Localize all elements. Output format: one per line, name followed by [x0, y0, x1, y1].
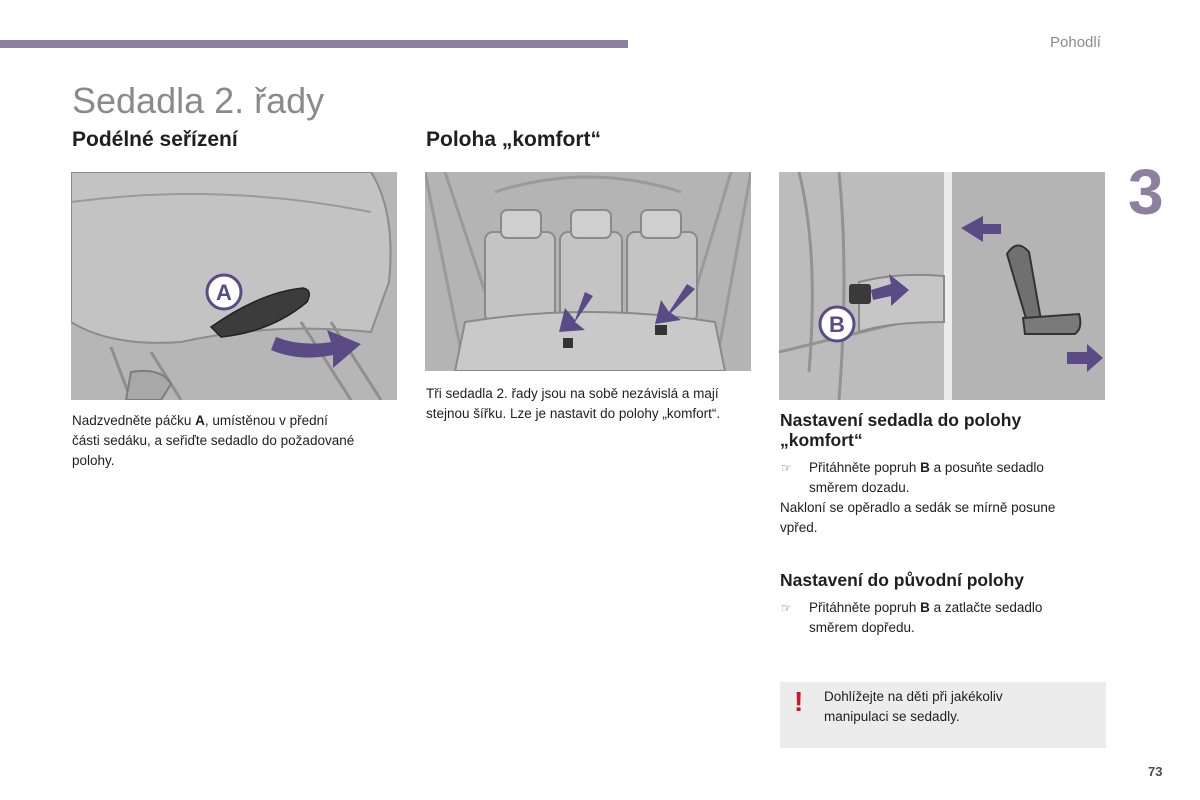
hand-pointer-icon: ☞ [781, 601, 792, 615]
heading-comfort-position: Poloha „komfort“ [426, 128, 602, 151]
rear-seats-illustration [425, 172, 751, 371]
seat-strap-illustration [779, 172, 1105, 400]
note-backrest-tilts: Nakloní se opěradlo a sedák se mírně posune vpřed. [780, 500, 1056, 535]
subheading-set-comfort: Nastavení sedadla do polohy „komfort“ [780, 410, 1022, 450]
subheading-original-position: Nastavení do původní polohy [780, 570, 1025, 590]
warning-box [780, 682, 1106, 748]
figure-seat-lever-a [71, 172, 397, 400]
header-bar [0, 40, 628, 48]
heading-longitudinal-adjustment: Podélné seřízení [72, 128, 238, 151]
label-a: A [216, 280, 232, 305]
caption-comfort: Tři sedadla 2. řady jsou na sobě nezávislá a mají stejnou šířku. Lze je nastavit do polohy „komfort“. [426, 386, 721, 421]
figure-seat-strap-b [779, 172, 1105, 400]
seat-lever-illustration [71, 172, 397, 400]
exclamation-icon: ! [794, 686, 804, 717]
section-label: Pohodlí [1050, 34, 1101, 51]
figure-rear-seats [425, 172, 751, 371]
warning-text: Dohlížejte na děti při jakékoliv manipulaci se sedadly. [824, 689, 1003, 724]
page-title: Sedadla 2. řady [72, 80, 325, 121]
step-pull-strap-forward: ☞ Přitáhněte popruh B a zatlačte sedadlo směrem dopředu. [781, 600, 1043, 635]
caption-lever-a: Nadzvedněte páčku A, umístěnou v přední části sedáku, a seřiďte sedadlo do požadované polohy. [72, 413, 355, 468]
hand-pointer-icon: ☞ [781, 461, 792, 475]
chapter-number: 3 [1128, 156, 1164, 228]
step-pull-strap-backward: ☞ Přitáhněte popruh B a posuňte sedadlo směrem dozadu. [781, 460, 1044, 495]
page-number: 73 [1148, 764, 1163, 779]
label-b: B [829, 312, 845, 337]
